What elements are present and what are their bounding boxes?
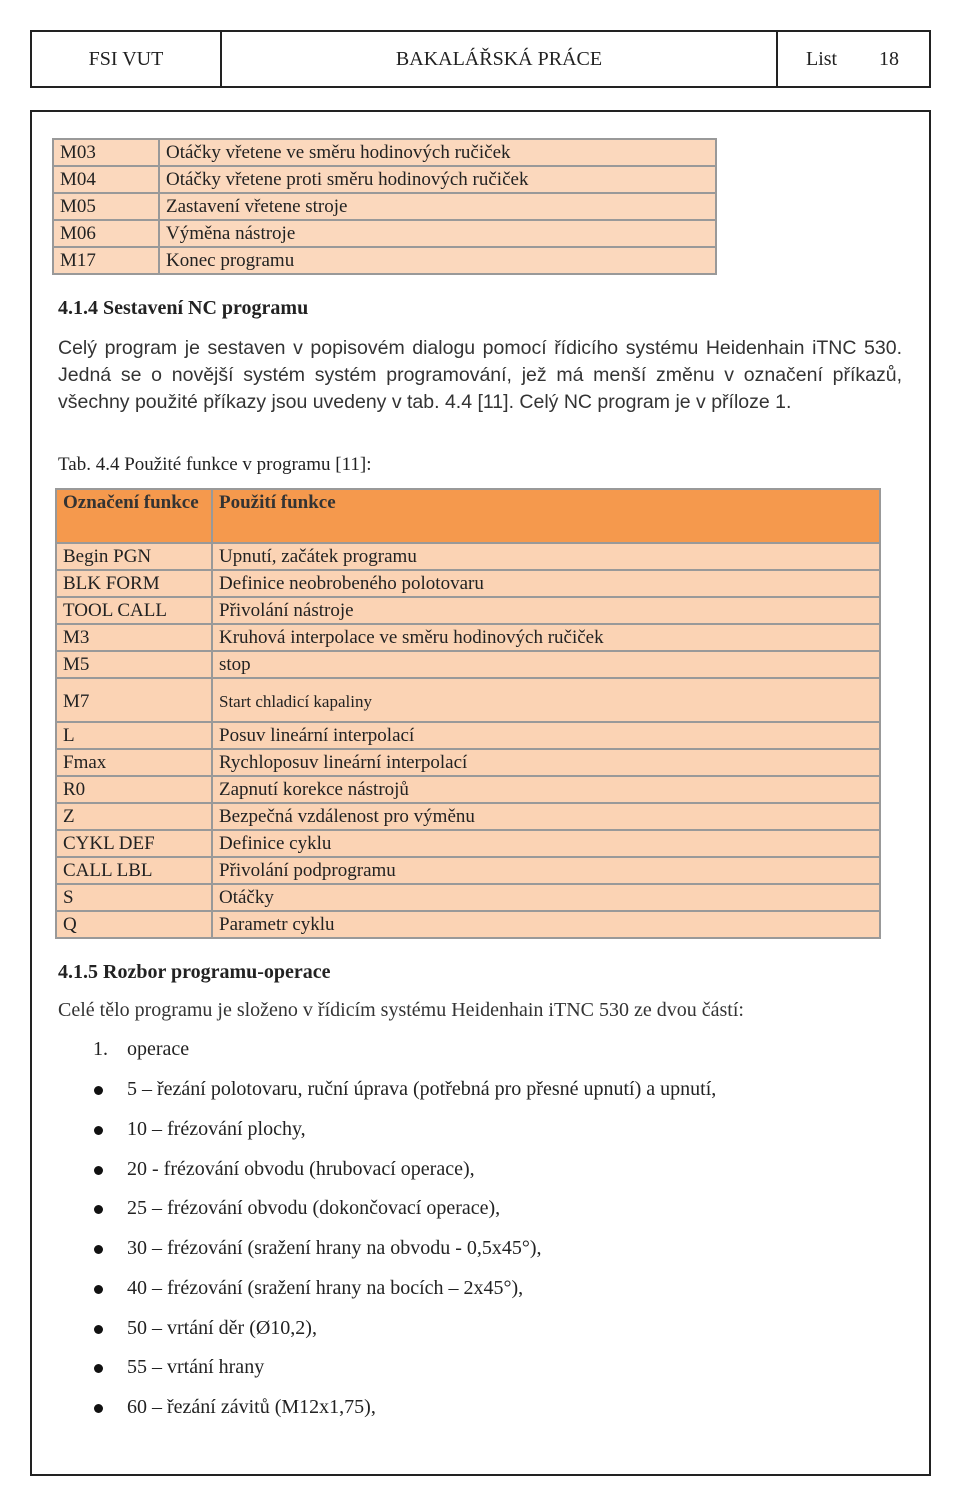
list-item	[0, 1189, 716, 1229]
table-row	[56, 749, 880, 776]
header-list-label: List	[806, 47, 838, 70]
code-cell: CALL LBL	[56, 857, 212, 884]
table-row	[53, 139, 716, 166]
desc-cell: Zastavení vřetene stroje	[159, 193, 716, 220]
operations-list	[0, 1070, 716, 1428]
operation-text: 50 – vrtání děr (Ø10,2),	[127, 1316, 317, 1339]
table-row	[56, 830, 880, 857]
operation-text: 55 – vrtání hrany	[127, 1356, 265, 1379]
use-cell: Rychloposuv lineární interpolací	[212, 749, 880, 776]
table-row	[53, 193, 716, 220]
table-row	[56, 884, 880, 911]
desc-cell: Otáčky vřetene proti směru hodinových ručiček	[159, 166, 716, 193]
table-row	[53, 247, 716, 274]
table-row	[53, 166, 716, 193]
desc-cell: Otáčky vřetene ve směru hodinových ručiček	[159, 139, 716, 166]
use-cell: Přivolání podprogramu	[212, 857, 880, 884]
use-cell: Přivolání nástroje	[212, 597, 880, 624]
operation-text: 10 – frézování plochy,	[127, 1117, 306, 1140]
table-row	[53, 220, 716, 247]
desc-cell: Výměna nástroje	[159, 220, 716, 247]
code-cell: L	[56, 722, 212, 749]
table-row	[56, 722, 880, 749]
table-caption: Tab. 4.4 Použité funkce v programu [11]:	[58, 454, 372, 475]
list-item	[0, 1070, 716, 1110]
operation-text: 20 - frézování obvodu (hrubovací operace),	[127, 1157, 475, 1180]
list-item	[0, 1309, 716, 1349]
bullet-icon	[94, 1325, 103, 1334]
use-cell: stop	[212, 651, 880, 678]
page-header	[30, 30, 931, 88]
operation-text: 60 – řezání závitů (M12x1,75),	[127, 1396, 376, 1418]
table-row	[56, 624, 880, 651]
use-cell: Definice cyklu	[212, 830, 880, 857]
table-row	[56, 776, 880, 803]
header-page-number: 18	[879, 47, 899, 70]
bullet-icon	[94, 1404, 103, 1413]
bullet-icon	[94, 1285, 103, 1294]
use-cell: Posuv lineární interpolací	[212, 722, 880, 749]
operation-text: 5 – řezání polotovaru, ruční úprava (potřebná pro přesné upnutí) a upnutí,	[127, 1078, 717, 1100]
bullet-icon	[94, 1086, 103, 1095]
header-faculty: FSI VUT	[32, 32, 222, 86]
table-row	[56, 911, 880, 938]
numbered-marker: 1.	[93, 1038, 108, 1060]
table-header-row	[56, 489, 880, 543]
list-item	[0, 1348, 716, 1388]
use-cell: Kruhová interpolace ve směru hodinových ručiček	[212, 624, 880, 651]
functions-table	[55, 488, 881, 939]
operation-text: 40 – frézování (sražení hrany na bocích – 2x45°),	[127, 1276, 524, 1299]
code-cell: R0	[56, 776, 212, 803]
section-heading-program-analysis: 4.1.5 Rozbor programu-operace	[58, 961, 331, 983]
code-cell: Q	[56, 911, 212, 938]
code-cell: M7	[56, 678, 212, 722]
section-intro: Celé tělo programu je složeno v řídicím systému Heidenhain iTNC 530 ze dvou částí:	[58, 999, 744, 1021]
code-cell: M04	[53, 166, 159, 193]
code-cell: M03	[53, 139, 159, 166]
table-row	[56, 597, 880, 624]
header-cell-code: Označení funkce	[56, 489, 212, 543]
code-cell: M5	[56, 651, 212, 678]
table-row	[56, 857, 880, 884]
header-thesis-type: BAKALÁŘSKÁ PRÁCE	[222, 32, 778, 86]
code-cell: BLK FORM	[56, 570, 212, 597]
code-cell: CYKL DEF	[56, 830, 212, 857]
list-item	[0, 1229, 716, 1269]
table-row	[56, 543, 880, 570]
bullet-icon	[94, 1166, 103, 1175]
use-cell: Parametr cyklu	[212, 911, 880, 938]
code-cell: M17	[53, 247, 159, 274]
operation-text: 30 – frézování (sražení hrany na obvodu - 0,5x45°),	[127, 1237, 542, 1259]
use-cell: Otáčky	[212, 884, 880, 911]
operation-text: 25 – frézování obvodu (dokončovací operace),	[127, 1197, 501, 1220]
list-item	[0, 1269, 716, 1309]
bullet-icon	[94, 1205, 103, 1214]
bullet-icon	[94, 1245, 103, 1254]
table-row	[56, 803, 880, 830]
header-page-cell	[778, 32, 929, 86]
list-item	[0, 1388, 716, 1428]
code-cell: S	[56, 884, 212, 911]
use-cell: Bezpečná vzdálenost pro výměnu	[212, 803, 880, 830]
bullet-icon	[94, 1126, 103, 1135]
code-cell: Fmax	[56, 749, 212, 776]
desc-cell: Konec programu	[159, 247, 716, 274]
table-row	[56, 651, 880, 678]
section-heading-nc-program: 4.1.4 Sestavení NC programu	[58, 297, 309, 319]
header-cell-use: Použití funkce	[212, 489, 880, 543]
code-cell: Begin PGN	[56, 543, 212, 570]
numbered-text: operace	[127, 1038, 190, 1060]
code-cell: M05	[53, 193, 159, 220]
use-cell: Upnutí, začátek programu	[212, 543, 880, 570]
use-cell: Definice neobrobeného polotovaru	[212, 570, 880, 597]
code-cell: M06	[53, 220, 159, 247]
use-cell: Zapnutí korekce nástrojů	[212, 776, 880, 803]
table-row	[56, 570, 880, 597]
list-item	[0, 1110, 716, 1150]
list-item	[0, 1150, 716, 1190]
use-cell: Start chladicí kapaliny	[212, 678, 880, 722]
table-row	[56, 678, 880, 722]
code-cell: M3	[56, 624, 212, 651]
code-cell: TOOL CALL	[56, 597, 212, 624]
code-cell: Z	[56, 803, 212, 830]
section-paragraph: Celý program je sestaven v popisovém dialogu pomocí řídicího systému Heidenhain iTNC 530. Jedná se o novější systém systém programování, jež má menší změnu v označení příkazů, všechny použité příkazy jsou uvedeny v tab. 4.4 [11]. Celý NC program je v příloze 1.	[58, 337, 902, 413]
bullet-icon	[94, 1364, 103, 1373]
mcode-table	[52, 138, 717, 275]
